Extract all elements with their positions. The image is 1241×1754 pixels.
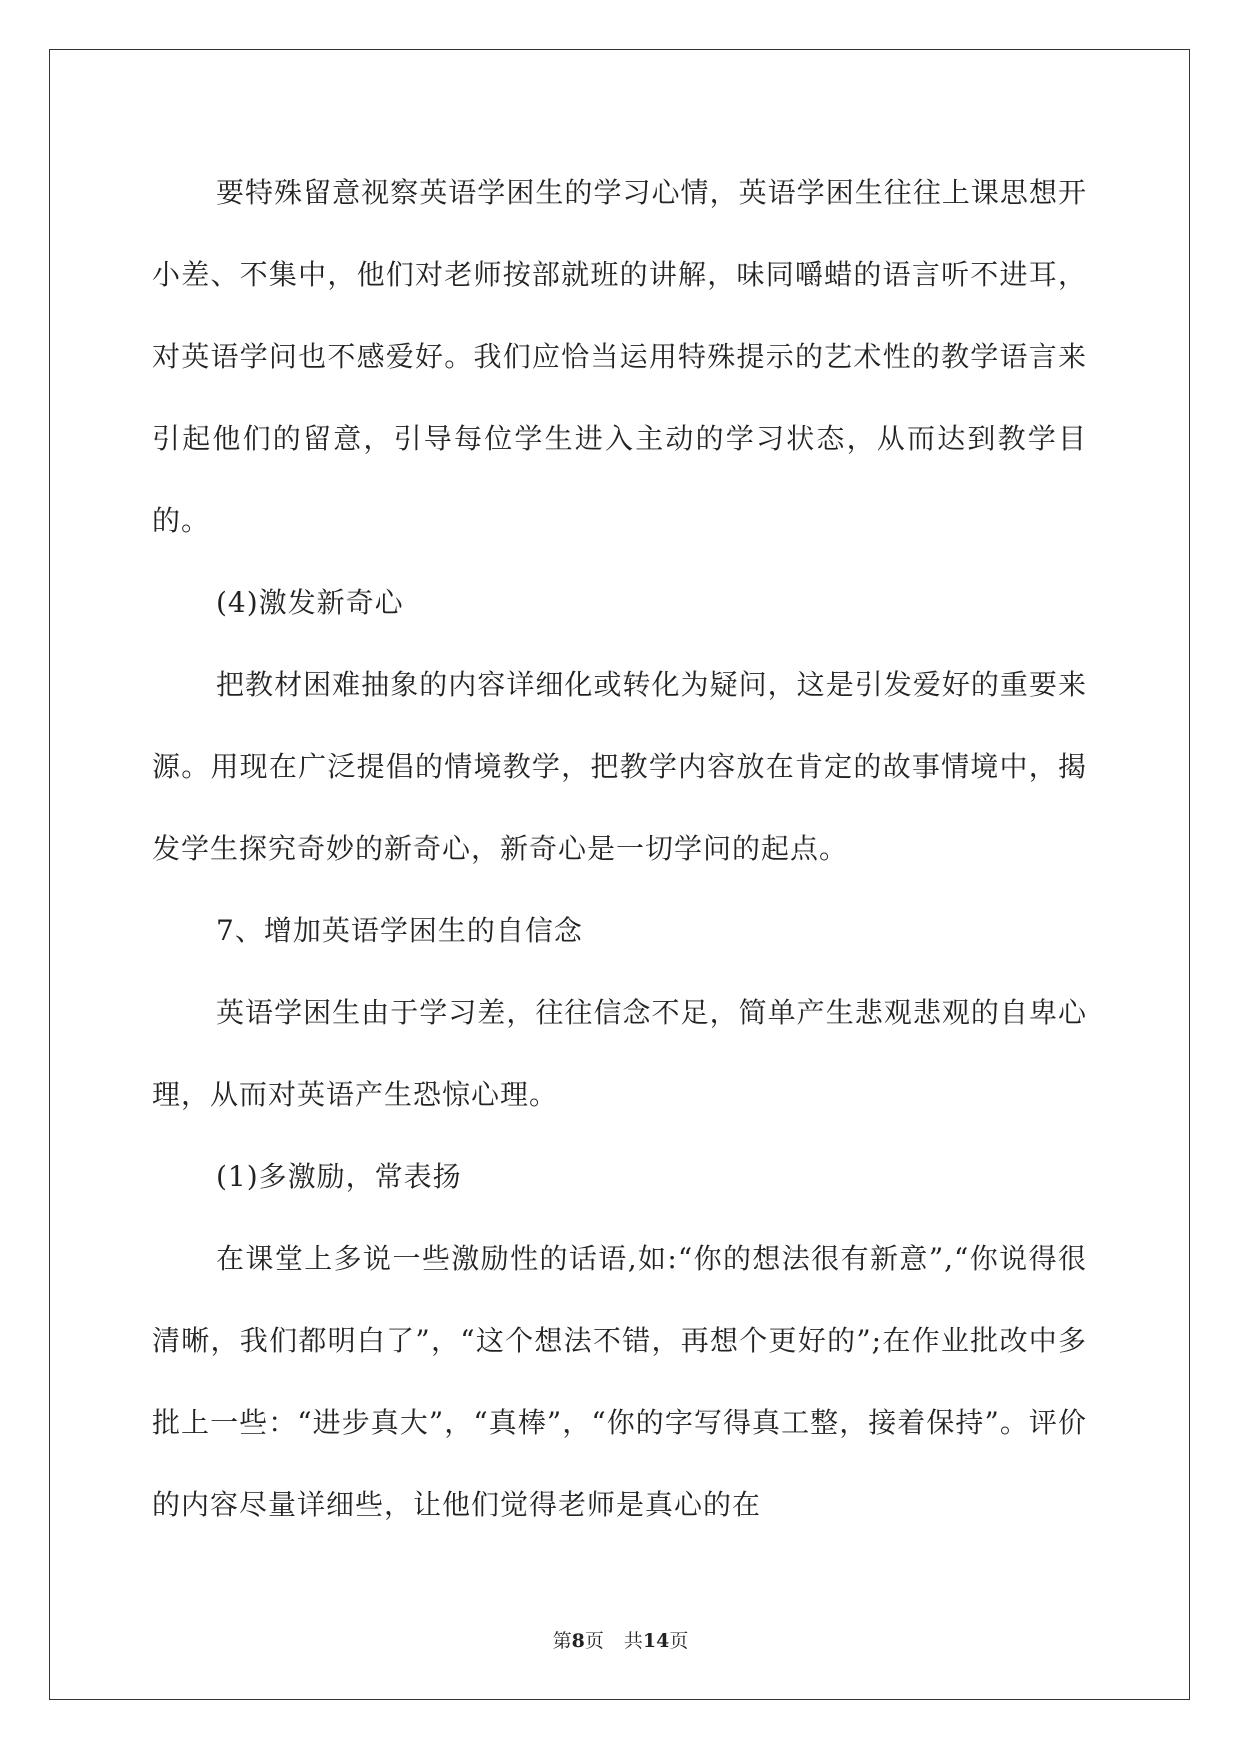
current-page-number: 8 [571, 1630, 585, 1652]
paragraph: 把教材困难抽象的内容详细化或转化为疑问，这是引发爱好的重要来源。用现在广泛提倡的情境教学，把教学内容放在肯定的故事情境中，揭发学生探究奇妙的新奇心，新奇心是一切学问的起点。 [152, 668, 1087, 865]
paragraph: 英语学困生由于学习差，往往信念不足，简单产生悲观悲观的自卑心理，从而对英语产生恐惊心理。 [152, 996, 1087, 1111]
total-prefix: 共 [623, 1630, 643, 1652]
paragraph: 要特殊留意视察英语学困生的学习心情，英语学困生往往上课思想开小差、不集中，他们对老师按部就班的讲解，味同嚼蜡的语言听不进耳，对英语学问也不感爱好。我们应恰当运用特殊提示的艺术性的教学语言来引起他们的留意，引导每位学生进入主动的学习状态，从而达到教学目的。 [152, 176, 1087, 537]
total-suffix: 页 [669, 1630, 689, 1652]
document-body [152, 152, 1087, 1546]
page-footer [0, 1626, 1241, 1653]
page-mid: 页 [584, 1630, 604, 1652]
section-heading: 7、增加英语学困生的自信念 [216, 914, 583, 947]
section-heading: (4)激发新奇心 [216, 586, 404, 619]
total-page-number: 14 [642, 1630, 670, 1652]
section-heading: (1)多激励，常表扬 [216, 1160, 462, 1193]
paragraph: 在课堂上多说一些激励性的话语,如:“你的想法很有新意”,“你说得很清晰，我们都明白了”，“这个想法不错，再想个更好的”;在作业批改中多批上一些：“进步真大”，“真棒”，“你的字写得真工整，接着保持”。评价的内容尽量详细些，让他们觉得老师是真心的在 [152, 1242, 1087, 1521]
page-prefix: 第 [552, 1630, 572, 1652]
